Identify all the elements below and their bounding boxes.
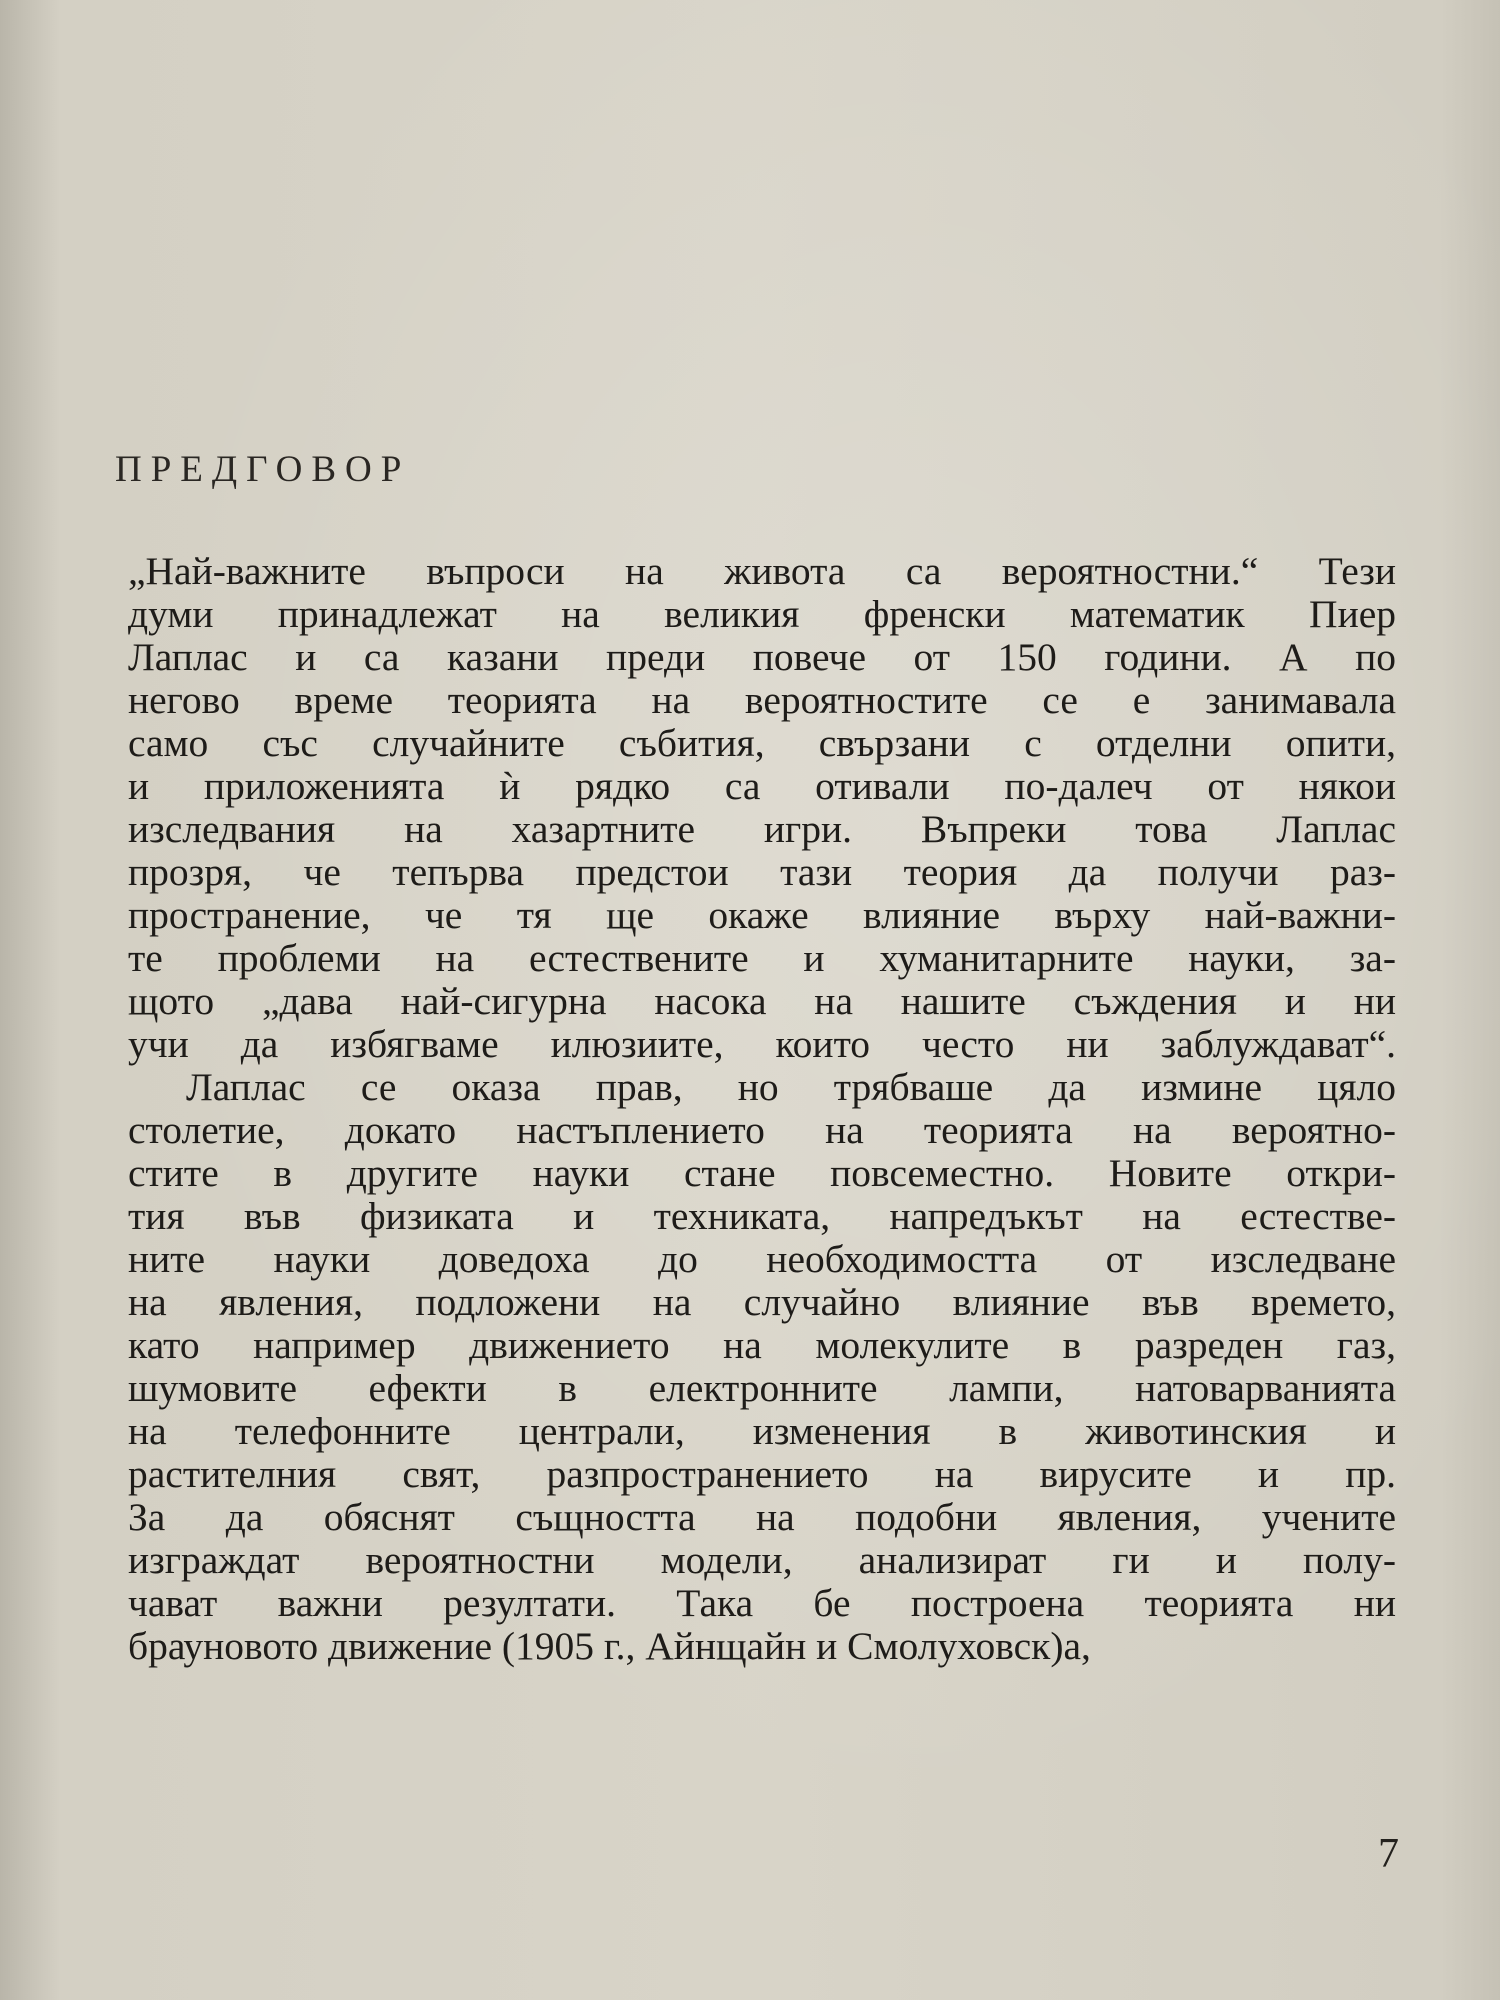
text-line: учи да избягваме илюзиите, които често ни заблуждават“. [128,1022,1396,1066]
text-line: като например движението на молекулите в разреден газ, [128,1323,1396,1367]
text-line: Лаплас се оказа прав, но трябваше да измине цяло [186,1065,1396,1109]
text-line: думи принадлежат на великия френски математик Пиер [128,592,1396,636]
text-line: изграждат вероятностни модели, анализират ги и полу- [128,1538,1396,1582]
text-line: ните науки доведоха до необходимостта от изследване [128,1237,1396,1281]
text-line: стите в другите науки стане повсеместно. Новите откри- [128,1151,1396,1195]
page-number: 7 [1378,1831,1399,1877]
text-line: само със случайните събития, свързани с отделни опити, [128,721,1396,765]
text-line: пространение, че тя ще окаже влияние върху най-важни- [128,893,1396,937]
text-line: щото „дава най-сигурна насока на нашите съждения и ни [128,979,1396,1023]
text-line: чават важни резултати. Така бе построена теорията ни [128,1581,1396,1625]
text-line: шумовите ефекти в електронните лампи, натоварванията [128,1366,1396,1410]
body-text [128,550,1396,1668]
text-line: Лаплас и са казани преди повече от 150 години. А по [128,635,1396,679]
text-line: брауновото движение (1905 г., Айнщайн и Смолуховск)а, [128,1624,1091,1668]
text-line: За да обяснят същността на подобни явления, учените [128,1495,1396,1539]
text-line: „Най-важните въпроси на живота са вероятностни.“ Тези [128,549,1396,593]
text-line: на явления, подложени на случайно влияние във времето, [128,1280,1396,1324]
text-line: растителния свят, разпространението на вирусите и пр. [128,1452,1396,1496]
text-line: те проблеми на естествените и хуманитарните науки, за- [128,936,1396,980]
text-line: столетие, докато настъплението на теорията на вероятно- [128,1108,1396,1152]
text-line: и приложенията ѝ рядко са отивали по-далеч от някои [128,764,1396,808]
text-line: прозря, че тепърва предстои тази теория да получи раз- [128,850,1396,894]
text-line: тия във физиката и техниката, напредъкът на естестве- [128,1194,1396,1238]
paragraph-1 [128,550,1396,1066]
chapter-heading: ПРЕДГОВОР [115,449,411,490]
paragraph-2 [128,1066,1396,1668]
text-line: негово време теорията на вероятностите се е занимавала [128,678,1396,722]
text-line: изследвания на хазартните игри. Въпреки това Лаплас [128,807,1396,851]
text-line: на телефонните централи, изменения в животинския и [128,1409,1396,1453]
